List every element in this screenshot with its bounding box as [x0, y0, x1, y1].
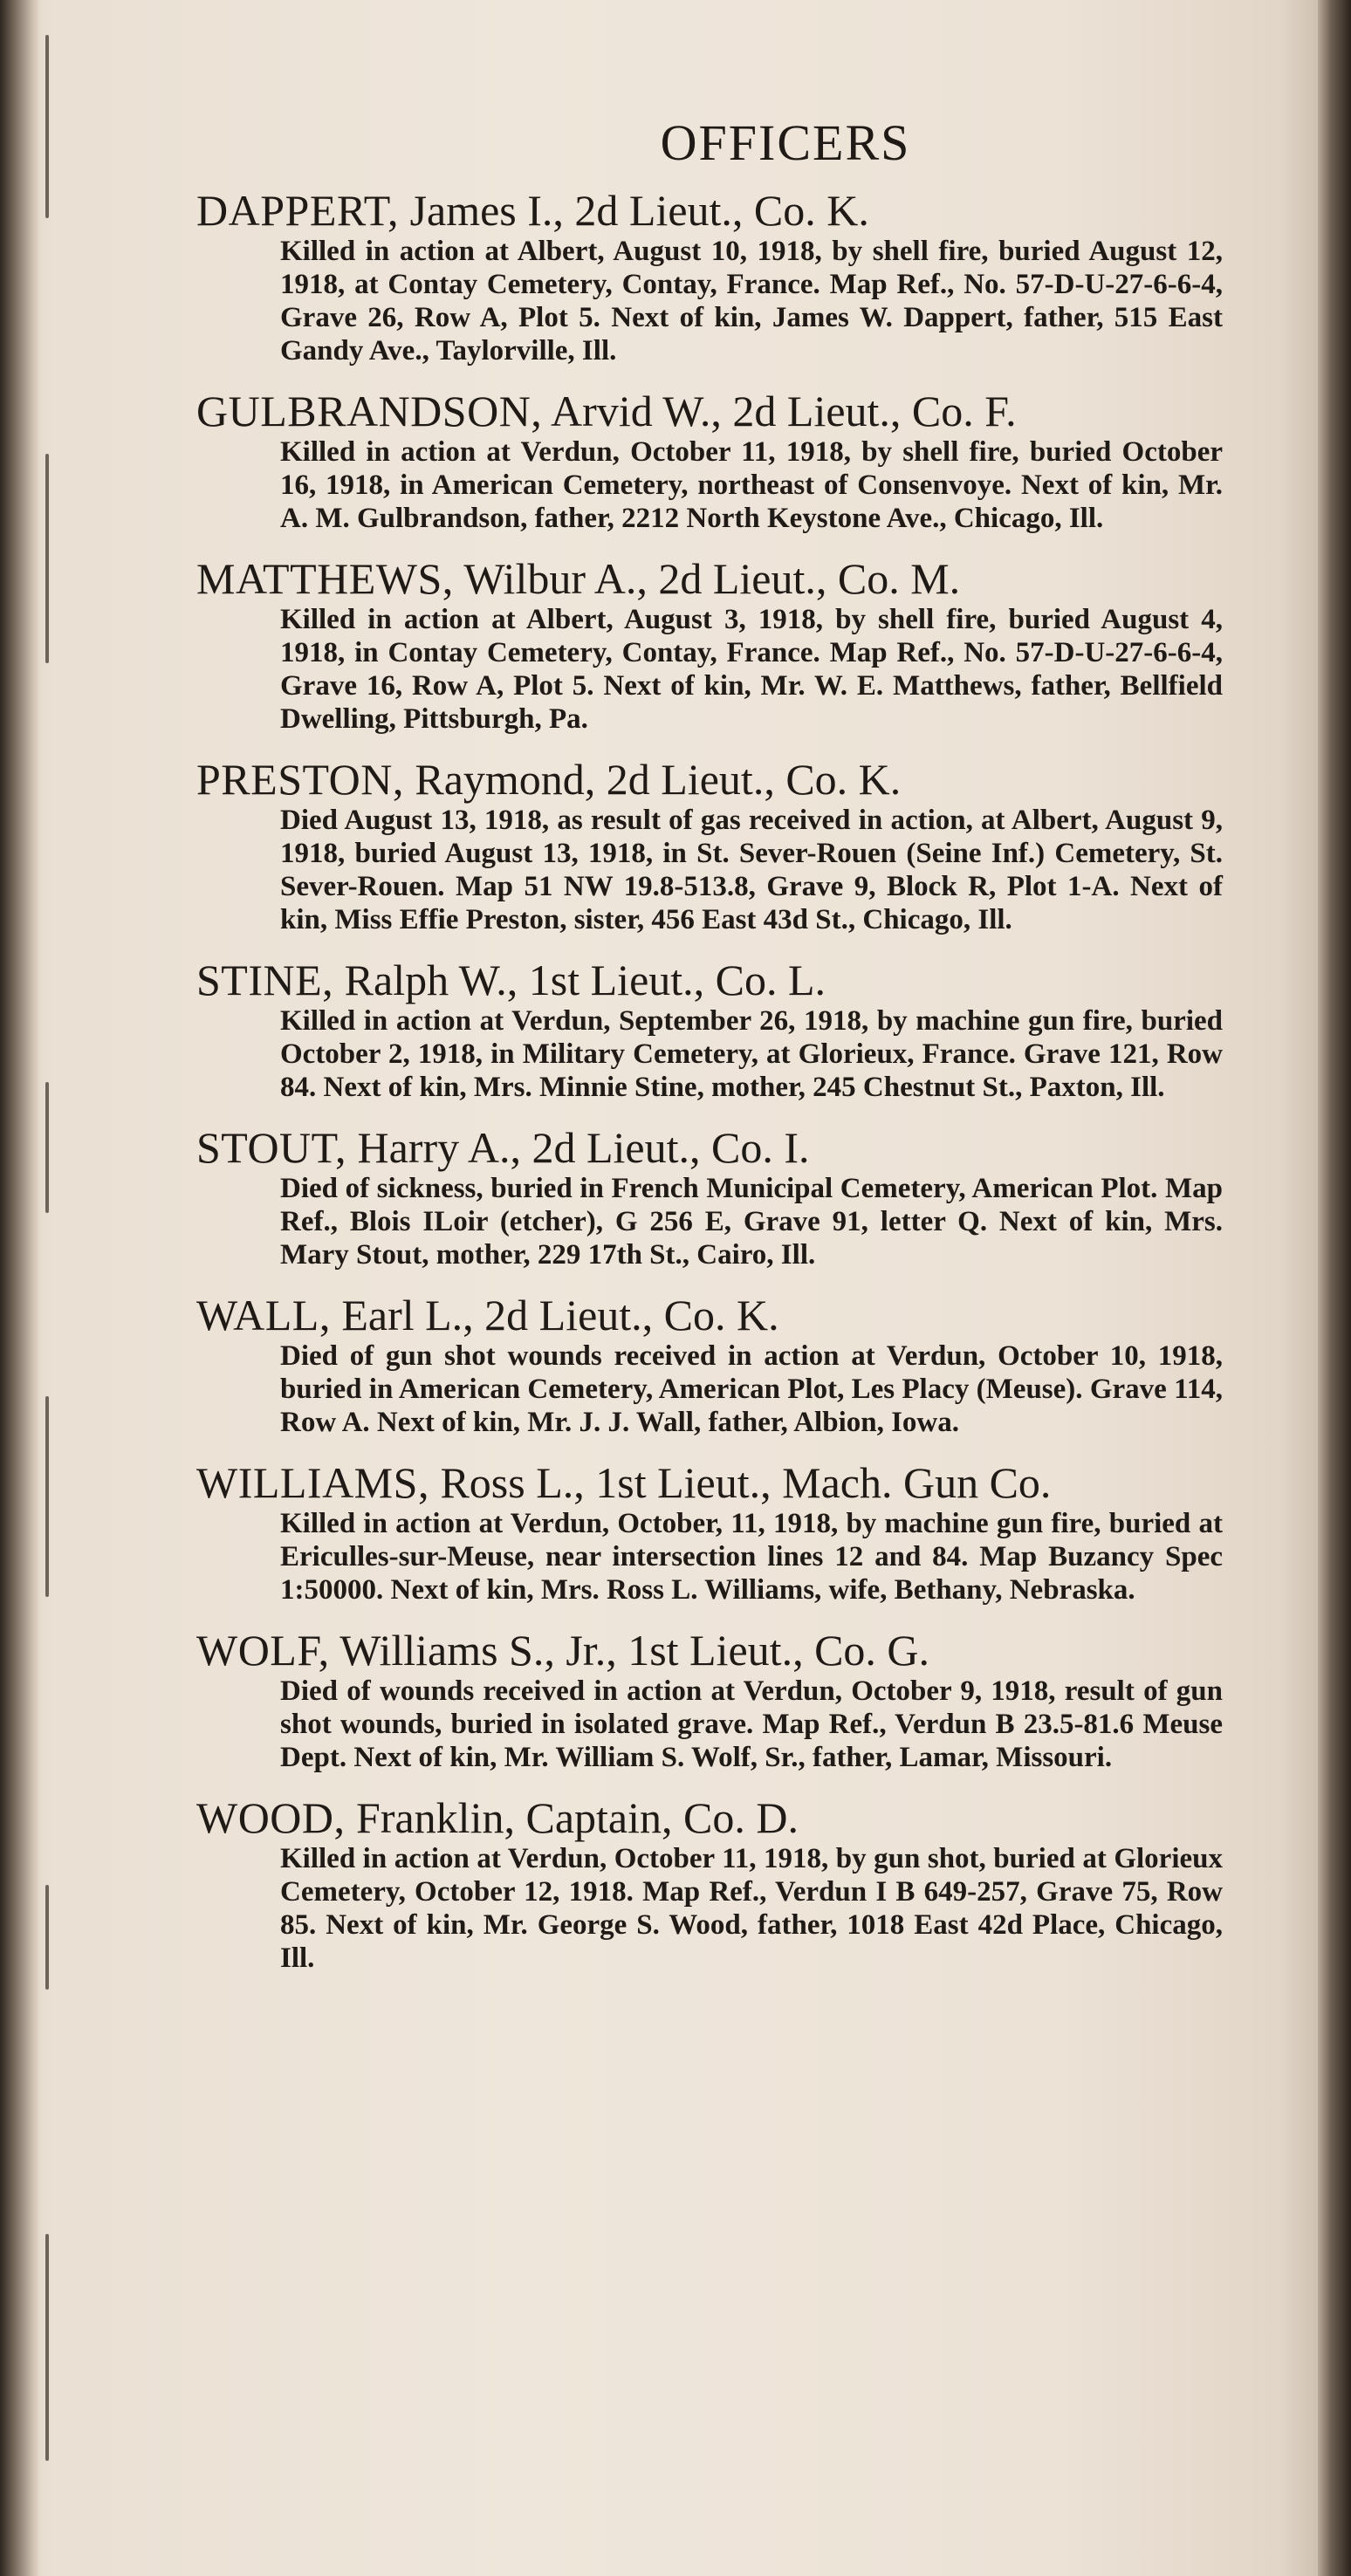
entry-surname: PRESTON,: [196, 755, 404, 804]
officer-entry: [196, 1123, 1235, 1271]
entry-title: [196, 1123, 1235, 1172]
entry-surname: STOUT,: [196, 1123, 346, 1172]
binding-mark: [45, 35, 49, 218]
entry-surname: STINE,: [196, 956, 334, 1004]
entry-surname: MATTHEWS,: [196, 554, 454, 603]
entry-text: Died of sickness, buried in French Municipal Cemetery, American Plot. Map Ref., Blois ILoir (etcher), G 256 E, Grave 91, letter Q. Next of kin, Mrs. Mary Stout, mother, 229 17th St., Cairo, Ill.: [280, 1173, 1223, 1271]
entry-title: [196, 1626, 1235, 1675]
entry-rank: James I., 2d Lieut., Co. K.: [399, 186, 869, 235]
entry-text: Died of gun shot wounds received in action at Verdun, October 10, 1918, buried in American Cemetery, American Plot, Les Placy (Meuse). Grave 114, Row A. Next of kin, Mr. J. J. Wall, father, Albion, Iowa.: [280, 1340, 1223, 1438]
entry-surname: WILLIAMS,: [196, 1458, 429, 1507]
entry-rank: Harry A., 2d Lieut., Co. I.: [346, 1123, 810, 1172]
officer-entry: [196, 755, 1235, 936]
entry-rank: Ralph W., 1st Lieut., Co. L.: [333, 956, 826, 1004]
entry-text: Killed in action at Verdun, October 11, 1918, by shell fire, buried October 16, 1918, in American Cemetery, northeast of Consenvoye. Next of kin, Mr. A. M. Gulbrandson, father, 2212 North Keystone Ave., Chicago, Ill.: [280, 436, 1223, 534]
entry-text: Killed in action at Verdun, September 26, 1918, by machine gun fire, buried October 2, 1918, in Military Cemetery, at Glorieux, France. Grave 121, Row 84. Next of kin, Mrs. Minnie Stine, mother, 245 Chestnut St., Paxton, Ill.: [280, 1005, 1223, 1103]
page-heading: OFFICERS: [660, 114, 911, 171]
entry-title: [196, 554, 1235, 603]
entry-text: Killed in action at Albert, August 10, 1918, by shell fire, buried August 12, 1918, at Contay Cemetery, Contay, France. Map Ref., No. 57-D-U-27-6-6-4, Grave 26, Row A, Plot 5. Next of kin, James W. Dappert, father, 515 East Gandy Ave., Taylorville, Ill.: [280, 236, 1223, 367]
entry-title: [196, 387, 1235, 435]
entry-rank: Arvid W., 2d Lieut., Co. F.: [542, 387, 1017, 435]
binding-mark: [45, 1885, 49, 1990]
book-spine-shadow: [0, 0, 40, 2576]
page-right-edge-shadow: [1318, 0, 1351, 2576]
entry-surname: WOOD,: [196, 1793, 346, 1842]
entry-title: [196, 1793, 1235, 1842]
entry-text: Died of wounds received in action at Verdun, October 9, 1918, result of gun shot wounds, buried in isolated grave. Map Ref., Verdun B 23.5-81.6 Meuse Dept. Next of kin, Mr. William S. Wolf, Sr., father, Lamar, Missouri.: [280, 1675, 1223, 1773]
officer-entry: [196, 956, 1235, 1104]
entry-text: Killed in action at Verdun, October, 11, 1918, by machine gun fire, buried at Ericulles-sur-Meuse, near intersection lines 12 and 84. Map Buzancy Spec 1:50000. Next of kin, Mrs. Ross L. Williams, wife, Bethany, Nebraska.: [280, 1508, 1223, 1606]
entry-surname: GULBRANDSON,: [196, 387, 543, 435]
entry-text: Died August 13, 1918, as result of gas received in action, at Albert, August 9, 1918, buried August 13, 1918, in St. Sever-Rouen (Seine Inf.) Cemetery, St. Sever-Rouen. Map 51 NW 19.8-513.8, Grave 9, Block R, Plot 1-A. Next of kin, Miss Effie Preston, sister, 456 East 43d St., Chicago, Ill.: [280, 805, 1223, 935]
entry-surname: WALL,: [196, 1291, 331, 1339]
officer-entry: [196, 554, 1235, 736]
officer-entry: [196, 1291, 1235, 1439]
officer-entry: [196, 387, 1235, 535]
entry-text: Killed in action at Albert, August 3, 1918, by shell fire, buried August 4, 1918, in Contay Cemetery, Contay, France. Map Ref., No. 57-D-U-27-6-6-4, Grave 16, Row A, Plot 5. Next of kin, Mr. W. E. Matthews, father, Bellfield Dwelling, Pittsburgh, Pa.: [280, 604, 1223, 735]
entry-title: [196, 1458, 1235, 1507]
entry-rank: Franklin, Captain, Co. D.: [345, 1793, 799, 1842]
entry-surname: WOLF,: [196, 1626, 330, 1675]
entry-rank: Wilbur A., 2d Lieut., Co. M.: [453, 554, 961, 603]
officer-entry: [196, 1793, 1235, 1975]
officer-entry: [196, 186, 1235, 367]
entry-rank: Raymond, 2d Lieut., Co. K.: [403, 755, 902, 804]
binding-mark: [45, 2234, 49, 2461]
binding-mark: [45, 1396, 49, 1597]
entry-title: [196, 186, 1235, 235]
entry-title: [196, 755, 1235, 804]
entry-text: Killed in action at Verdun, October 11, 1918, by gun shot, buried at Glorieux Cemetery, October 12, 1918. Map Ref., Verdun I B 649-257, Grave 75, Row 85. Next of kin, Mr. George S. Wood, father, 1018 East 42d Place, Chicago, Ill.: [280, 1843, 1223, 1974]
officer-entry: [196, 1626, 1235, 1774]
entry-rank: Earl L., 2d Lieut., Co. K.: [330, 1291, 779, 1339]
officer-entry: [196, 1458, 1235, 1607]
entry-title: [196, 956, 1235, 1004]
entry-title: [196, 1291, 1235, 1339]
entry-rank: Ross L., 1st Lieut., Mach. Gun Co.: [429, 1458, 1052, 1507]
entry-surname: DAPPERT,: [196, 186, 400, 235]
binding-mark: [45, 454, 49, 663]
entry-rank: Williams S., Jr., 1st Lieut., Co. G.: [329, 1626, 930, 1675]
page-content: [196, 113, 1235, 1994]
binding-mark: [45, 1082, 49, 1213]
